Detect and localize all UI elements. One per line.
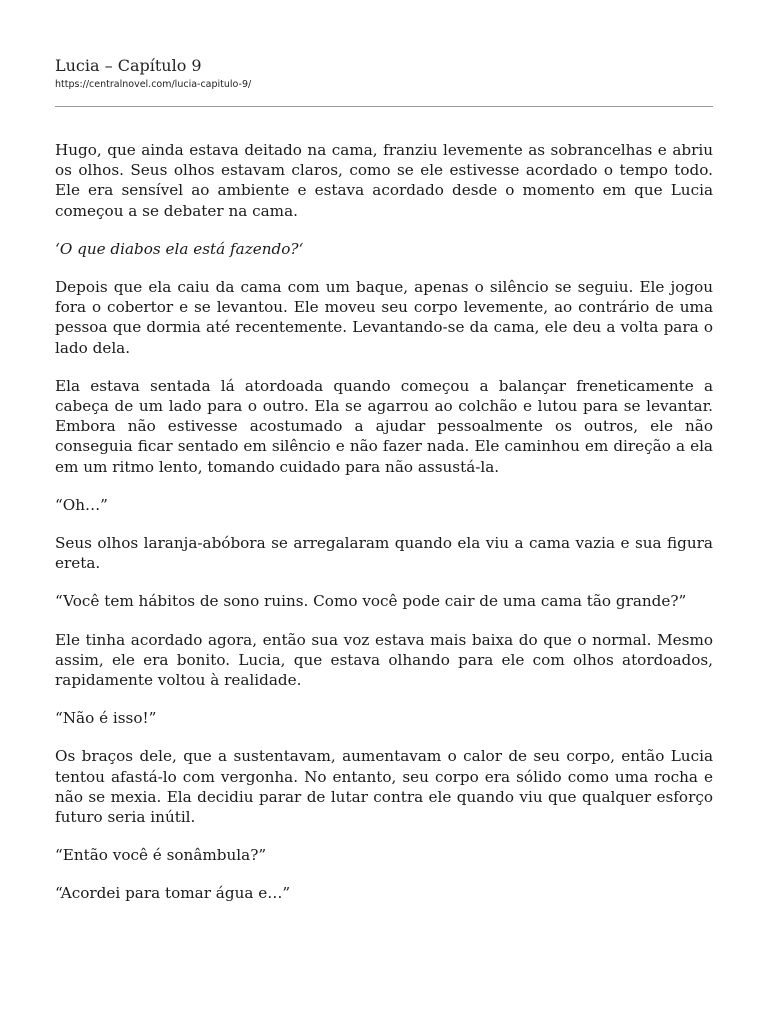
paragraph: Os braços dele, que a sustentavam, aumentavam o calor de seu corpo, então Lucia tentou afastá-lo com vergonha. No entanto, seu corpo era sólido como uma rocha e não se mexia. Ela decidiu parar de lutar contra ele quando viu que qualquer esforço futuro seria inútil. <box>55 747 713 827</box>
header-divider <box>55 106 713 107</box>
document-page <box>55 56 713 922</box>
page-title: Lucia – Capítulo 9 <box>55 56 202 75</box>
paragraph: Ela estava sentada lá atordoada quando começou a balançar freneticamente a cabeça de um lado para o outro. Ela se agarrou ao colchão e lutou para se levantar. Embora não estivesse acostumado a ajudar pessoalmente os outros, ele não conseguia ficar sentado em silêncio e não fazer nada. Ele caminhou em direção a ela em um ritmo lento, tomando cuidado para não assustá-la. <box>55 376 713 476</box>
paragraph: Hugo, que ainda estava deitado na cama, franziu levemente as sobrancelhas e abriu os olhos. Seus olhos estavam claros, como se ele estivesse acordado o tempo todo. Ele era sensível ao ambiente e estava acordado desde o momento em que Lucia começou a se debater na cama. <box>55 141 713 220</box>
paragraph-thought: ‘O que diabos ela está fazendo?‘ <box>55 239 304 258</box>
paragraph-dialogue: “Você tem hábitos de sono ruins. Como você pode cair de uma cama tão grande?” <box>55 592 687 611</box>
paragraph-dialogue: “Acordei para tomar água e…” <box>55 884 291 903</box>
chapter-body <box>55 140 713 904</box>
paragraph-dialogue: “Não é isso!” <box>55 709 157 728</box>
source-url: https://centralnovel.com/lucia-capitulo-9/ <box>55 79 252 90</box>
paragraph: Seus olhos laranja-abóbora se arregalaram quando ela viu a cama vazia e sua figura ereta. <box>55 534 713 573</box>
paragraph: Depois que ela caiu da cama com um baque, apenas o silêncio se seguiu. Ele jogou fora o cobertor e se levantou. Ele moveu seu corpo levemente, ao contrário de uma pessoa que dormia até recentemente. Levantando-se da cama, ele deu a volta para o lado dela. <box>55 278 713 357</box>
paragraph: Ele tinha acordado agora, então sua voz estava mais baixa do que o normal. Mesmo assim, ele era bonito. Lucia, que estava olhando para ele com olhos atordoados, rapidamente voltou à realidade. <box>55 630 713 690</box>
paragraph-dialogue: “Então você é sonâmbula?” <box>55 846 267 865</box>
paragraph-dialogue: “Oh…” <box>55 495 108 514</box>
